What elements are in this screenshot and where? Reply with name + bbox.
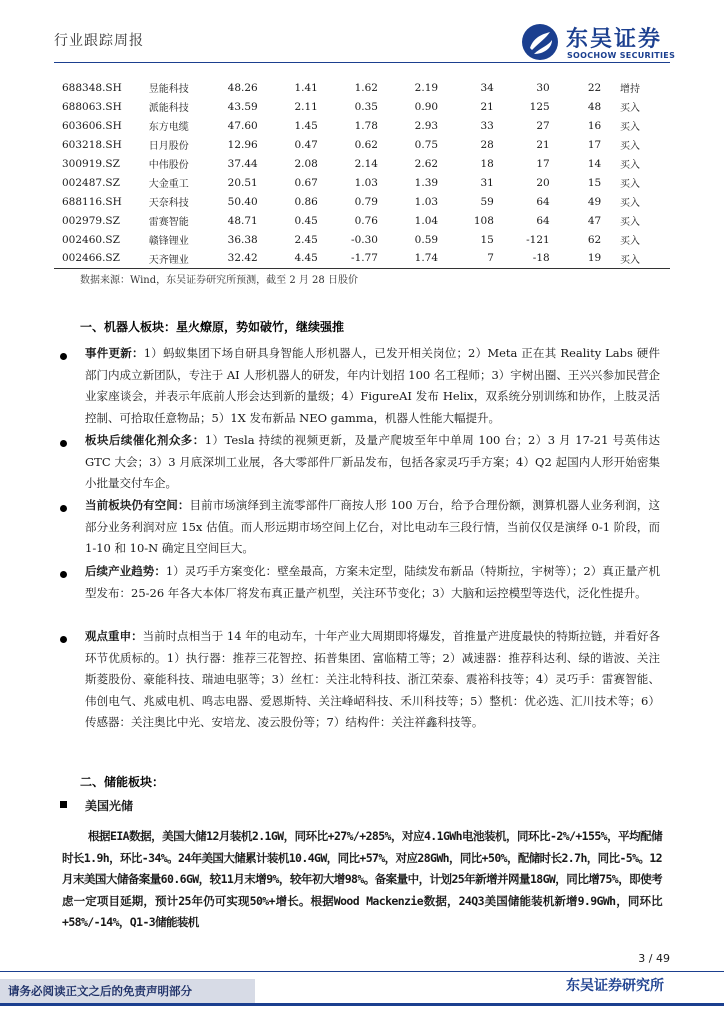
cell-v3: -1.77 xyxy=(318,249,378,268)
stock-forecast-table xyxy=(54,78,670,269)
cell-v5: 7 xyxy=(438,249,494,268)
cell-rating: 买入 xyxy=(620,141,640,152)
paragraph-room-to-grow xyxy=(85,495,660,560)
header-divider xyxy=(54,62,670,63)
logo-chinese-name: 东吴证券 xyxy=(566,27,663,52)
page-number: 3 / 49 xyxy=(638,952,670,965)
paragraph-label: 板块后续催化剂众多： xyxy=(85,433,205,447)
cell-v5: 15 xyxy=(480,233,494,246)
cell-v7: 48 xyxy=(587,100,602,113)
cell-v5: 31 xyxy=(480,176,494,189)
cell-code: 688063.SH xyxy=(62,100,122,113)
cell-v1: 50.40 xyxy=(227,195,258,208)
cell-v3: 1.03 xyxy=(354,176,378,189)
cell-v1: 48.26 xyxy=(227,81,258,94)
cell-code: 300919.SZ xyxy=(62,157,120,170)
cell-v5: 34 xyxy=(480,81,494,94)
research-institute-name: 东吴证券研究所 xyxy=(566,978,664,994)
cell-name: 大金重工 xyxy=(148,179,189,190)
cell-v1: 32.42 xyxy=(211,249,258,268)
bullet-icon xyxy=(60,505,67,512)
cell-v1: 48.71 xyxy=(227,214,258,227)
cell-v2: 0.45 xyxy=(294,214,318,227)
cell-rating: 买入 xyxy=(601,249,670,268)
company-logo xyxy=(520,20,680,66)
table-row xyxy=(54,192,670,211)
paragraph-label: 观点重申： xyxy=(85,629,143,643)
cell-code: 603606.SH xyxy=(62,119,122,132)
cell-v3: 1.78 xyxy=(354,119,378,132)
cell-v1: 12.96 xyxy=(227,138,258,151)
cell-name: 天奈科技 xyxy=(148,198,189,209)
cell-v5: 18 xyxy=(480,157,494,170)
cell-v2: 0.86 xyxy=(294,195,318,208)
section-robot-heading: 一、机器人板块：星火燎原，势如破竹，继续强推 xyxy=(80,320,345,334)
cell-rating: 买入 xyxy=(620,198,640,209)
cell-v7: 47 xyxy=(587,214,602,227)
cell-v6: 27 xyxy=(536,119,550,132)
cell-v4: 1.74 xyxy=(378,249,438,268)
cell-v6: 30 xyxy=(536,81,550,94)
bullet-icon xyxy=(60,571,67,578)
paragraph-us-storage-data: 根据EIA数据，美国大储12月装机2.1GW，同环比+27%/+285%，对应4.1GWh电池装机，同环比-2%/+155%，平均配储时长1.9h，环比-34%。24年美国大储累计装机10.4GW，同比+57%，对应28GWh，同比+50%，配储时长2.7h，同比-5%。12月末美国大储备案量60.6GW，较11月末增9%，较年初大增98%。备案量中，计划25年新增并网量18GW，同比增75%，即使考虑一定项目延期，预计25年仍可实现50%+增长。根据Wood Mackenzie数据，24Q3美国储能装机新增9.9GWh，同环比+58%/-14%，Q1-3储能装机 xyxy=(62,829,662,929)
cell-v4: 2.19 xyxy=(414,81,439,94)
cell-name: 中伟股份 xyxy=(148,160,189,171)
section-storage-heading: 二、储能板块： xyxy=(80,775,165,789)
cell-rating: 买入 xyxy=(620,122,640,133)
cell-v4: 1.03 xyxy=(414,195,439,208)
paragraph-text: 当前时点相当于 14 年的电动车，十年产业大周期即将爆发，首推量产进度最快的特斯拉链，并看好各环节优质标的。1）执行器：推荐三花智控、拓普集团、富临精工等；2）减速器：推荐科达利、绿的谐波、关注斯菱股份、豪能科技、瑞迪电驱等；3）丝杠：关注北特科技、浙江荣泰、震裕科技等；4）灵巧手：雷赛智能、伟创电气、兆威电机、鸣志电器、爱恩斯特、关注峰岹科技、禾川科技等；5）整机：优必选、汇川技术等；6）传感器：关注奥比中光、安培龙、凌云股份等；7）结构件：关注祥鑫科技等。 xyxy=(85,629,660,729)
cell-v7: 17 xyxy=(587,138,602,151)
table-row xyxy=(54,173,670,192)
report-type-title: 行业跟踪周报 xyxy=(54,33,144,49)
cell-v3: 0.79 xyxy=(354,195,378,208)
soochow-logo-icon xyxy=(520,22,560,62)
cell-v4: 2.62 xyxy=(414,157,439,170)
cell-v4: 1.04 xyxy=(414,214,439,227)
cell-v6: 17 xyxy=(536,157,550,170)
paragraph-label: 事件更新： xyxy=(85,346,144,360)
footer-bottom-bar xyxy=(0,1003,724,1006)
cell-name: 雷赛智能 xyxy=(148,217,189,228)
cell-v5: 28 xyxy=(480,138,494,151)
cell-v2: 4.45 xyxy=(258,249,318,268)
cell-name: 派能科技 xyxy=(148,103,189,114)
cell-v1: 37.44 xyxy=(227,157,258,170)
cell-v4: 1.39 xyxy=(414,176,439,189)
cell-v5: 59 xyxy=(480,195,494,208)
cell-name: 日月股份 xyxy=(148,141,189,152)
table-row xyxy=(54,78,670,97)
cell-v7: 19 xyxy=(550,249,602,268)
cell-v3: 0.62 xyxy=(354,138,378,151)
paragraph-event-update xyxy=(85,343,660,429)
paragraph-label: 后续产业趋势： xyxy=(85,564,166,578)
cell-v2: 0.47 xyxy=(294,138,318,151)
cell-v7: 22 xyxy=(587,81,602,94)
cell-v6: -18 xyxy=(494,249,550,268)
cell-rating: 买入 xyxy=(620,160,640,171)
paragraph-text: 1）Tesla 持续的视频更新，及量产爬坡至年中单周 100 台；2）3 月 17-21 号英伟达 GTC 大会；3）3 月底深圳工业展，各大零部件厂新品发布，包括各家灵巧手方案；4）Q2 起国内人形开始密集小批量交付车企。 xyxy=(85,433,660,490)
table-row xyxy=(54,116,670,135)
cell-v3: 0.76 xyxy=(354,214,378,227)
cell-code: 002487.SZ xyxy=(62,176,120,189)
subsection-us-solar-storage: 美国光储 xyxy=(85,799,134,813)
cell-v6: -121 xyxy=(526,233,550,246)
cell-v1: 36.38 xyxy=(227,233,258,246)
cell-v6: 64 xyxy=(536,214,550,227)
table-row xyxy=(54,249,670,268)
paragraph-text: 1）蚂蚁集团下场自研具身智能人形机器人，已发开相关岗位；2）Meta 正在其 Reality Labs 硬件部门内成立新团队，专注于 AI 人形机器人的研发，年内计划招 100 名工程师；3）宇树出圈、王兴兴参加民营企业家座谈会，并表示年底前人形会达到新的量级；4）FigureAI 发布 Helix，双系统分别训练和协作，上肢灵活控制、可拾取任意物品；5）1X 发布新品 NEO gamma，机器人性能大幅提升。 xyxy=(85,346,660,425)
cell-v1: 20.51 xyxy=(227,176,258,189)
cell-code: 603218.SH xyxy=(62,138,122,151)
cell-v2: 0.67 xyxy=(294,176,318,189)
cell-v7: 49 xyxy=(587,195,602,208)
cell-rating: 买入 xyxy=(620,236,640,247)
cell-v6: 64 xyxy=(536,195,550,208)
cell-v4: 0.59 xyxy=(414,233,439,246)
disclaimer-banner: 请务必阅读正文之后的免责声明部分 xyxy=(0,979,255,1003)
cell-code: 002466.SZ xyxy=(54,249,127,268)
cell-v4: 0.75 xyxy=(414,138,439,151)
cell-v3: 0.35 xyxy=(354,100,378,113)
cell-code: 688116.SH xyxy=(62,195,122,208)
cell-rating: 买入 xyxy=(620,217,640,228)
table-source-note: 数据来源：Wind，东吴证券研究所预测，截至 2 月 28 日股价 xyxy=(80,275,358,286)
cell-code: 688348.SH xyxy=(62,81,122,94)
cell-v5: 108 xyxy=(473,214,494,227)
square-bullet-icon xyxy=(60,801,67,808)
cell-v2: 1.41 xyxy=(294,81,318,94)
bullet-icon xyxy=(60,636,67,643)
cell-v2: 2.45 xyxy=(294,233,318,246)
cell-v5: 33 xyxy=(480,119,494,132)
table-row xyxy=(54,97,670,116)
cell-code: 002460.SZ xyxy=(62,233,120,246)
cell-v2: 1.45 xyxy=(294,119,318,132)
cell-v5: 21 xyxy=(480,100,494,113)
bullet-icon xyxy=(60,353,67,360)
paragraph-label: 当前板块仍有空间： xyxy=(85,498,190,512)
paragraph-industry-trends xyxy=(85,561,660,604)
cell-v2: 2.08 xyxy=(294,157,318,170)
paragraph-text: 目前市场演绎到主流零部件厂商按人形 100 万台，给予合理份额，测算机器人业务利润，这部分业务利润对应 15x 估值。而人形远期市场空间上亿台，对比电动车三段行情，当前仅仅是演绎 0-1 阶段，而 1-10 和 10-N 确定且空间巨大。 xyxy=(85,498,660,555)
paragraph-text: 1）灵巧手方案变化：壁垒最高，方案未定型，陆续发布新品（特斯拉，宇树等）；2）真正量产机型发布：25-26 年各大本体厂将发布真正量产机型，关注环节变化；3）大脑和运控模型等迭代，泛化性提升。 xyxy=(85,564,660,600)
cell-code: 002979.SZ xyxy=(62,214,120,227)
cell-v4: 2.93 xyxy=(414,119,439,132)
cell-name: 昱能科技 xyxy=(148,84,189,95)
cell-v3: 2.14 xyxy=(354,157,378,170)
cell-v1: 47.60 xyxy=(227,119,258,132)
cell-v6: 21 xyxy=(536,138,550,151)
paragraph-viewpoint xyxy=(85,626,660,734)
cell-rating: 买入 xyxy=(620,103,640,114)
table-row xyxy=(54,211,670,230)
cell-name: 天齐锂业 xyxy=(127,249,211,268)
cell-v6: 20 xyxy=(536,176,550,189)
table-row xyxy=(54,230,670,249)
cell-v7: 15 xyxy=(587,176,602,189)
cell-rating: 买入 xyxy=(620,179,640,190)
cell-v4: 0.90 xyxy=(414,100,439,113)
cell-name: 赣锋锂业 xyxy=(148,236,189,247)
table-row xyxy=(54,154,670,173)
cell-v7: 14 xyxy=(587,157,602,170)
cell-v2: 2.11 xyxy=(294,100,318,113)
paragraph-catalysts xyxy=(85,430,660,495)
footer-divider xyxy=(0,971,724,972)
cell-v3: 1.62 xyxy=(354,81,378,94)
cell-v7: 62 xyxy=(587,233,602,246)
cell-v1: 43.59 xyxy=(227,100,258,113)
logo-english-name: SOOCHOW SECURITIES xyxy=(567,51,676,60)
table-row xyxy=(54,135,670,154)
cell-v3: -0.30 xyxy=(351,233,378,246)
cell-v6: 125 xyxy=(529,100,550,113)
cell-name: 东方电缆 xyxy=(148,122,189,133)
cell-v7: 16 xyxy=(587,119,602,132)
bullet-icon xyxy=(60,440,67,447)
cell-rating: 增持 xyxy=(620,84,640,95)
